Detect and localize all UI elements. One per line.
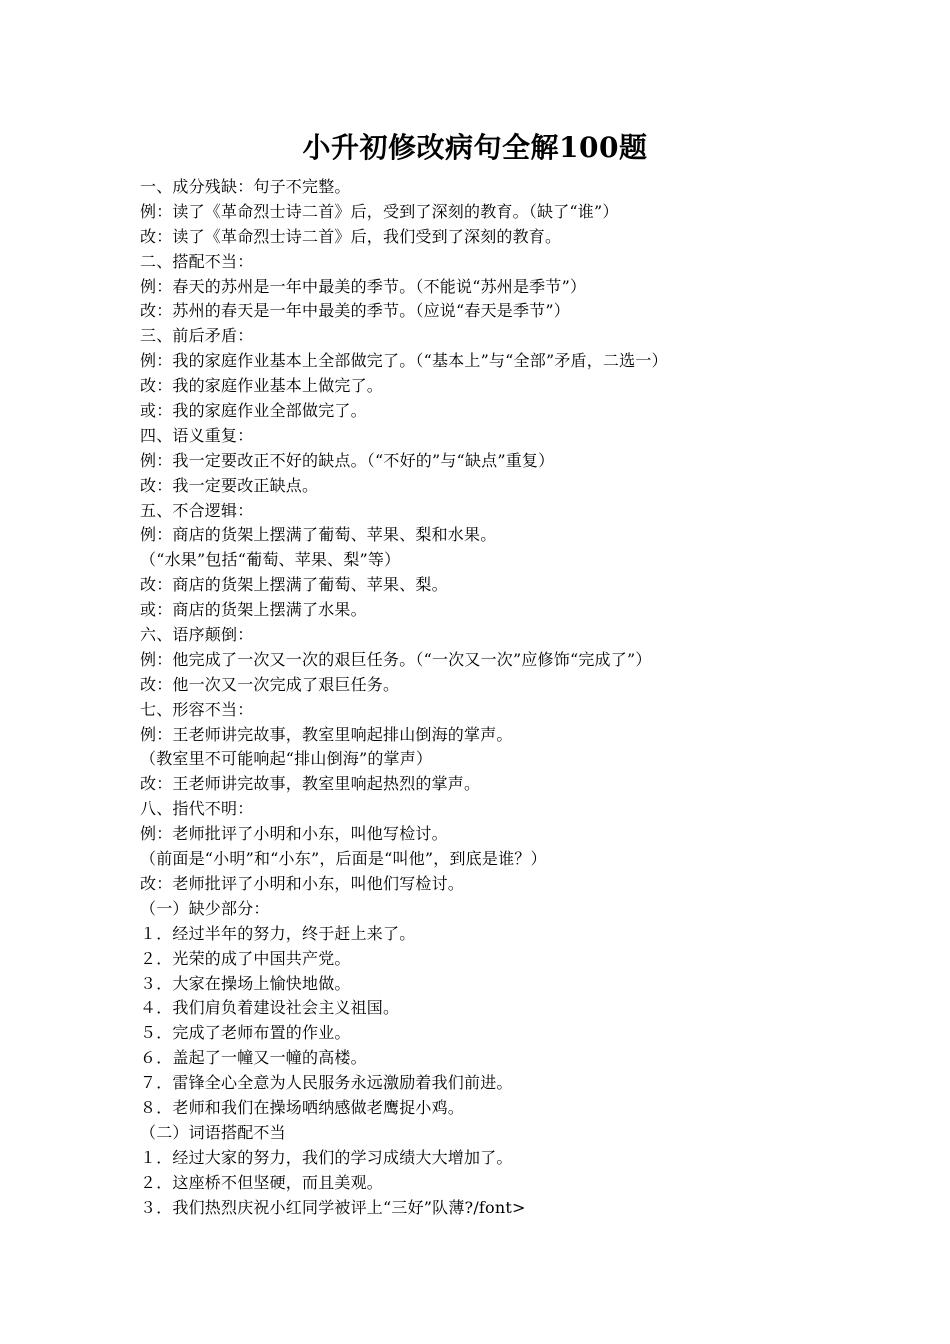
- text-line: 五、不合逻辑：: [140, 500, 254, 520]
- text-line: （教室里不可能响起“排山倒海”的掌声）: [140, 749, 433, 769]
- text-line: ３．我们热烈庆祝小红同学被评上“三好”队薄?/font>: [140, 1197, 526, 1217]
- text-line: １．经过半年的努力，终于赶上来了。: [140, 923, 416, 943]
- text-line: 改：我的家庭作业基本上做完了。: [140, 376, 384, 396]
- text-line: ４．我们肩负着建设社会主义祖国。: [140, 998, 400, 1018]
- document-body: [140, 175, 840, 1220]
- text-line: 例：他完成了一次又一次的艰巨任务。（“一次又一次”应修饰“完成了”）: [140, 649, 652, 669]
- text-line: 六、语序颠倒：: [140, 625, 254, 645]
- text-line: 例：我一定要改正不好的缺点。（“不好的”与“缺点”重复）: [140, 450, 555, 470]
- document-title: 小升初修改病句全解100题: [302, 131, 648, 164]
- text-line: （前面是“小明”和“小东”，后面是“叫他”，到底是谁？）: [140, 849, 547, 869]
- text-line: 二、搭配不当：: [140, 251, 254, 271]
- text-line: 改：读了《革命烈士诗二首》后，我们受到了深刻的教育。: [140, 226, 562, 246]
- text-line: 例：我的家庭作业基本上全部做完了。（“基本上”与“全部”矛盾，二选一）: [140, 351, 668, 371]
- text-line: 例：商店的货架上摆满了葡萄、苹果、梨和水果。: [140, 525, 497, 545]
- text-line: １．经过大家的努力，我们的学习成绩大大增加了。: [140, 1147, 513, 1167]
- text-line: 改：苏州的春天是一年中最美的季节。（应说“春天是季节”）: [140, 301, 570, 321]
- text-line: ５．完成了老师布置的作业。: [140, 1023, 351, 1043]
- text-line: 三、前后矛盾：: [140, 326, 254, 346]
- text-line: 改：他一次又一次完成了艰巨任务。: [140, 674, 400, 694]
- text-line: 改：老师批评了小明和小东，叫他们写检讨。: [140, 873, 465, 893]
- text-line: （“水果”包括“葡萄、苹果、梨”等）: [140, 550, 401, 570]
- text-line: 例：春天的苏州是一年中最美的季节。（不能说“苏州是季节”）: [140, 276, 587, 296]
- text-line: 或：商店的货架上摆满了水果。: [140, 600, 367, 620]
- text-line: 改：商店的货架上摆满了葡萄、苹果、梨。: [140, 575, 448, 595]
- text-line: ２．这座桥不但坚硬，而且美观。: [140, 1172, 384, 1192]
- text-line: 四、语义重复：: [140, 425, 254, 445]
- text-line: ７．雷锋全心全意为人民服务永远激励着我们前进。: [140, 1073, 513, 1093]
- text-line: ６．盖起了一幢又一幢的高楼。: [140, 1048, 367, 1068]
- text-line: ３．大家在操场上愉快地做。: [140, 973, 351, 993]
- text-line: 改：我一定要改正缺点。: [140, 475, 319, 495]
- text-line: 或：我的家庭作业全部做完了。: [140, 401, 367, 421]
- text-line: （二）词语搭配不当: [140, 1122, 286, 1142]
- text-line: 改：王老师讲完故事，教室里响起热烈的掌声。: [140, 774, 481, 794]
- text-line: 一、成分残缺：句子不完整。: [140, 177, 351, 196]
- text-line: （一）缺少部分：: [140, 898, 270, 918]
- text-line: 例：老师批评了小明和小东，叫他写检讨。: [140, 824, 448, 844]
- text-line: 例：王老师讲完故事，教室里响起排山倒海的掌声。: [140, 724, 513, 744]
- text-line: 七、形容不当：: [140, 699, 254, 719]
- text-line: 例：读了《革命烈士诗二首》后，受到了深刻的教育。（缺了“谁”）: [140, 201, 619, 221]
- text-line: 八、指代不明：: [140, 799, 254, 819]
- text-line: ２．光荣的成了中国共产党。: [140, 948, 351, 968]
- text-line: ８．老师和我们在操场哂纳感做老鹰捉小鸡。: [140, 1097, 465, 1117]
